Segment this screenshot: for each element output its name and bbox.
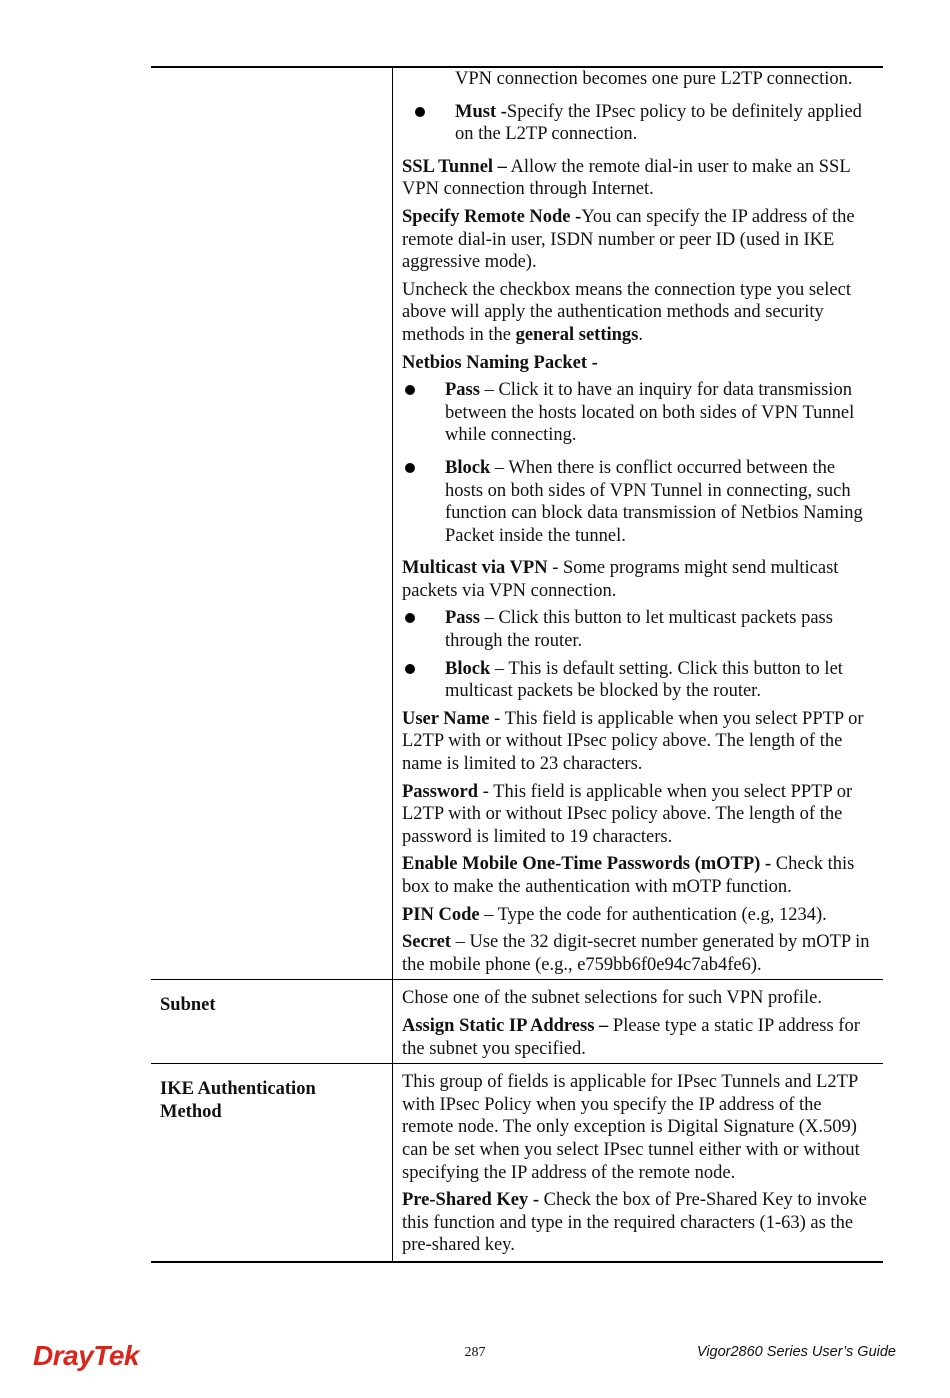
- username-text: - This field is applicable when you select PPTP or L2TP with or without IPsec policy above. The length of the name is limited to 23 characters.: [402, 708, 864, 775]
- table-row: [151, 67, 883, 980]
- paragraph: [402, 781, 873, 849]
- paragraph: [402, 206, 873, 274]
- list-item: [402, 658, 873, 703]
- bullet-icon: [405, 463, 415, 473]
- netbios-pass-text: – Click it to have an inquiry for data transmission between the hosts located on both sides of VPN Tunnel while connecting.: [445, 380, 855, 446]
- bullet-icon: [415, 107, 425, 117]
- paragraph: [402, 904, 873, 927]
- table-row: [151, 1064, 883, 1262]
- list-item: [402, 607, 873, 652]
- password-text: - This field is applicable when you select PPTP or L2TP with or without IPsec policy above. The length of the password is limited to 19 characters.: [402, 781, 853, 847]
- multicast-text: - Some programs might send multicast packets via VPN connection.: [402, 558, 839, 601]
- paragraph: [402, 931, 873, 976]
- ssl-term: SSL Tunnel –: [402, 156, 507, 177]
- row-label-empty: [151, 67, 393, 980]
- subnet-label: Subnet: [151, 980, 393, 1064]
- must-term: Must -: [455, 101, 507, 122]
- multicast-term: Multicast via VPN: [402, 558, 548, 579]
- ike-text: This group of fields is applicable for IPsec Tunnels and L2TP with IPsec Policy when you specify the IP address of the remote node. The only exception is Digital Signature (X.509) can be set when you select IPsec tunnel either with or without specifying the IP address of the remote node.: [402, 1072, 860, 1183]
- list-item: [402, 68, 873, 91]
- secret-text: – Use the 32 digit-secret number generated by mOTP in the mobile phone (e.g., e759bb6f0e94c7ab4fe6).: [402, 932, 870, 975]
- bullet-icon: [405, 385, 415, 395]
- row-description: [393, 67, 884, 980]
- ssl-text: Allow the remote dial-in user to make an SSL VPN connection through Internet.: [402, 156, 850, 200]
- secret-term: Secret: [402, 932, 451, 953]
- psk-text: Check the box of Pre-Shared Key to invoke this function and type in the required characters (1-63) as the pre-shared key.: [402, 1190, 867, 1256]
- row-description: [393, 1064, 884, 1262]
- remote-node-term: Specify Remote Node -: [402, 206, 582, 227]
- list-item: [402, 379, 873, 447]
- static-ip-term: Assign Static IP Address –: [402, 1015, 609, 1036]
- bullet-icon: [405, 664, 415, 674]
- paragraph: [402, 557, 873, 602]
- paragraph: [402, 156, 873, 201]
- pin-term: PIN Code: [402, 904, 480, 925]
- remote-node-text: You can specify the IP address of the remote dial-in user, ISDN number or peer ID (used in IKE aggressive mode).: [402, 206, 855, 273]
- list-item: [402, 457, 873, 547]
- paragraph: [402, 708, 873, 776]
- netbios-pass-term: Pass: [445, 380, 480, 401]
- netbios-block-text: – When there is conflict occurred between the hosts on both sides of VPN Tunnel in connecting, such function can block data transmission of Netbios Naming Packet inside the tunnel.: [445, 457, 863, 546]
- page-number: 287: [464, 1345, 486, 1360]
- netbios-heading: Netbios Naming Packet -: [402, 352, 598, 373]
- cont-text: VPN connection becomes one pure L2TP connection.: [455, 69, 853, 89]
- subnet-text: Chose one of the subnet selections for such VPN profile.: [402, 988, 822, 1009]
- static-ip-text: Please type a static IP address for the subnet you specified.: [402, 1015, 860, 1059]
- username-term: User Name: [402, 708, 490, 729]
- general-settings-term: general settings: [515, 324, 639, 345]
- motp-term: Enable Mobile One-Time Passwords (mOTP) -: [402, 854, 772, 875]
- pin-text: – Type the code for authentication (e.g, 1234).: [479, 904, 827, 925]
- paragraph: [402, 1189, 873, 1257]
- multicast-pass-term: Pass: [445, 608, 480, 629]
- parameter-table: [151, 66, 883, 1263]
- draytek-logo: DrayTek: [33, 1340, 139, 1371]
- list-item: [402, 101, 873, 146]
- paragraph: [402, 352, 873, 375]
- multicast-block-text: – This is default setting. Click this button to let multicast packets be blocked by the router.: [445, 658, 843, 702]
- guide-title: Vigor2860 Series User’s Guide: [696, 1344, 896, 1360]
- must-text: Specify the IPsec policy to be definitely applied on the L2TP connection.: [455, 101, 862, 145]
- netbios-block-term: Block: [445, 457, 491, 478]
- motp-text: Check this box to make the authentication with mOTP function.: [402, 854, 855, 897]
- ike-label: IKE Authentication Method: [151, 1064, 393, 1262]
- uncheck-text: Uncheck the checkbox means the connection type you select above will apply the authentication methods and security methods in the: [402, 279, 851, 345]
- row-description: [393, 980, 884, 1064]
- password-term: Password: [402, 781, 479, 802]
- uncheck-tail: .: [638, 324, 643, 345]
- paragraph: [402, 1015, 873, 1060]
- paragraph: [402, 853, 873, 898]
- table-row: [151, 980, 883, 1064]
- psk-term: Pre-Shared Key -: [402, 1190, 540, 1211]
- multicast-block-term: Block: [445, 658, 491, 679]
- paragraph: [402, 279, 873, 347]
- bullet-icon: [405, 613, 415, 623]
- multicast-pass-text: – Click this button to let multicast packets pass through the router.: [445, 608, 833, 652]
